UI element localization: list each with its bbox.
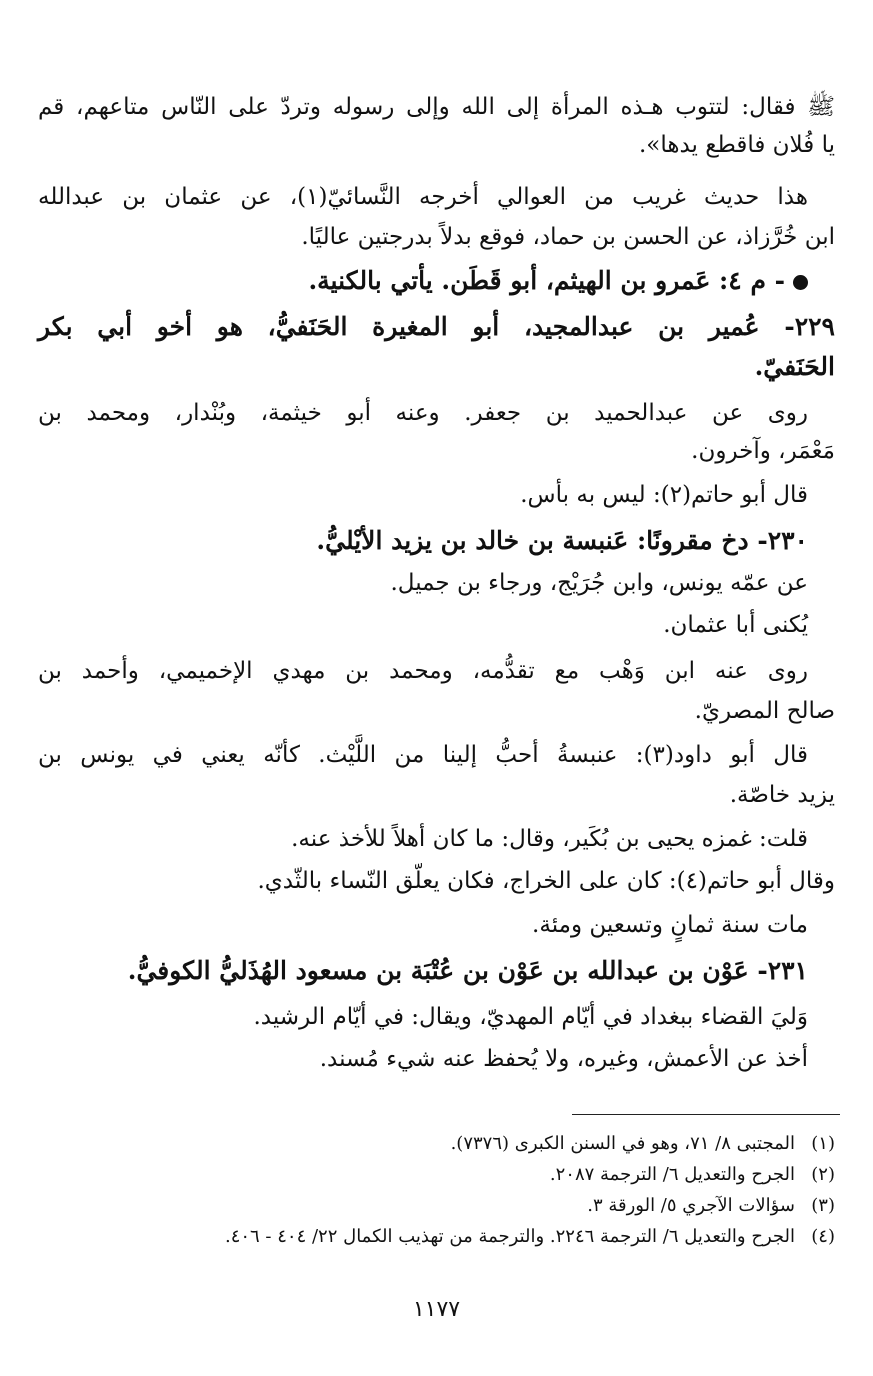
footnote bbox=[38, 1132, 835, 1156]
text-line: روى عن عبدالحميد بن جعفر. وعنه أبو خيثمة، وبُنْدار، ومحمد بن bbox=[38, 400, 808, 426]
footnote-number: (٣) bbox=[811, 1195, 835, 1216]
entry-heading: - م ٤: عَمرو بن الهيثم، أبو قَطَن. يأتي بالكنية. bbox=[38, 266, 808, 296]
footnote-number: (١) bbox=[811, 1133, 835, 1154]
text-line: يُكنى أبا عثمان. bbox=[663, 612, 808, 638]
text-line: هذا حديث غريب من العوالي أخرجه النَّسائيّ(١)، عن عثمان بن عبدالله bbox=[38, 184, 808, 210]
footnote-text: الجرح والتعديل ٦/ الترجمة ٢٢٤٦. والترجمة من تهذيب الكمال ٢٢/ ٤٠٤ - ٤٠٦. bbox=[224, 1226, 795, 1247]
entry-heading: ٢٢٩- عُمير بن عبدالمجيد، أبو المغيرة الحَنَفيُّ، هو أخو أبي بكر bbox=[38, 312, 835, 341]
text-line: صالح المصريّ. bbox=[694, 698, 835, 724]
text-line: ابن خُرَّزاذ، عن الحسن بن حماد، فوقع بدلاً بدرجتين عاليًا. bbox=[301, 224, 835, 250]
footnote bbox=[38, 1225, 835, 1249]
text-line: قلت: غمزه يحيى بن بُكَير، وقال: ما كان أهلاً للأخذ عنه. bbox=[291, 826, 808, 852]
text-line: أخذ عن الأعمش، وغيره، ولا يُحفظ عنه شيء مُسند. bbox=[319, 1046, 808, 1072]
footnote-text: الجرح والتعديل ٦/ الترجمة ٢٠٨٧. bbox=[549, 1164, 795, 1185]
text-line: روى عنه ابن وَهْب مع تقدُّمه، ومحمد بن مهدي الإخميمي، وأحمد بن bbox=[38, 658, 808, 684]
page-number: ١١٧٧ bbox=[412, 1297, 461, 1322]
footnote-number: (٤) bbox=[811, 1226, 835, 1247]
text-line: مَعْمَر، وآخرون. bbox=[691, 438, 835, 464]
entry-heading: الحَنَفيّ. bbox=[754, 352, 835, 381]
entry-heading: ٢٣٠- دخ مقرونًا: عَنبسة بن خالد بن يزيد الأيْليُّ. bbox=[316, 526, 808, 555]
text-line: وَليَ القضاء ببغداد في أيّام المهديّ، ويقال: في أيّام الرشيد. bbox=[253, 1004, 808, 1030]
footnote-text: المجتبى ٨/ ٧١، وهو في السنن الكبرى (٧٣٧٦). bbox=[450, 1133, 795, 1154]
footnote bbox=[38, 1194, 835, 1218]
text-line: عن عمّه يونس، وابن جُرَيْج، ورجاء بن جميل. bbox=[390, 570, 808, 596]
text-line: يزيد خاصّة. bbox=[729, 782, 835, 808]
footnote bbox=[38, 1163, 835, 1187]
bullet-icon bbox=[793, 275, 808, 290]
entry-heading: ٢٣١- عَوْن بن عبدالله بن عَوْن بن عُتْبَة بن مسعود الهُذَليُّ الكوفيُّ. bbox=[127, 956, 808, 985]
text-line: ﷺ فقال: لتتوب هـذه المرأة إلى الله وإلى رسوله وتردّ على النّاس متاعهم، قم bbox=[38, 94, 835, 120]
footnote-text: سؤالات الآجري ٥/ الورقة ٣. bbox=[587, 1195, 795, 1216]
text-line: مات سنة ثمانٍ وتسعين ومئة. bbox=[532, 912, 808, 938]
text-line: قال أبو داود(٣): عنبسةُ أحبُّ إلينا من اللَّيْث. كأنّه يعني في يونس بن bbox=[38, 742, 808, 768]
footnote-number: (٢) bbox=[811, 1164, 835, 1185]
text-line: قال أبو حاتم(٢): ليس به بأس. bbox=[520, 482, 808, 508]
footnote-divider bbox=[572, 1114, 840, 1115]
text-line: وقال أبو حاتم(٤): كان على الخراج، فكان يعلّق النّساء بالثّدي. bbox=[257, 868, 835, 894]
text-line: يا فُلان فاقطع يدها». bbox=[638, 132, 835, 158]
